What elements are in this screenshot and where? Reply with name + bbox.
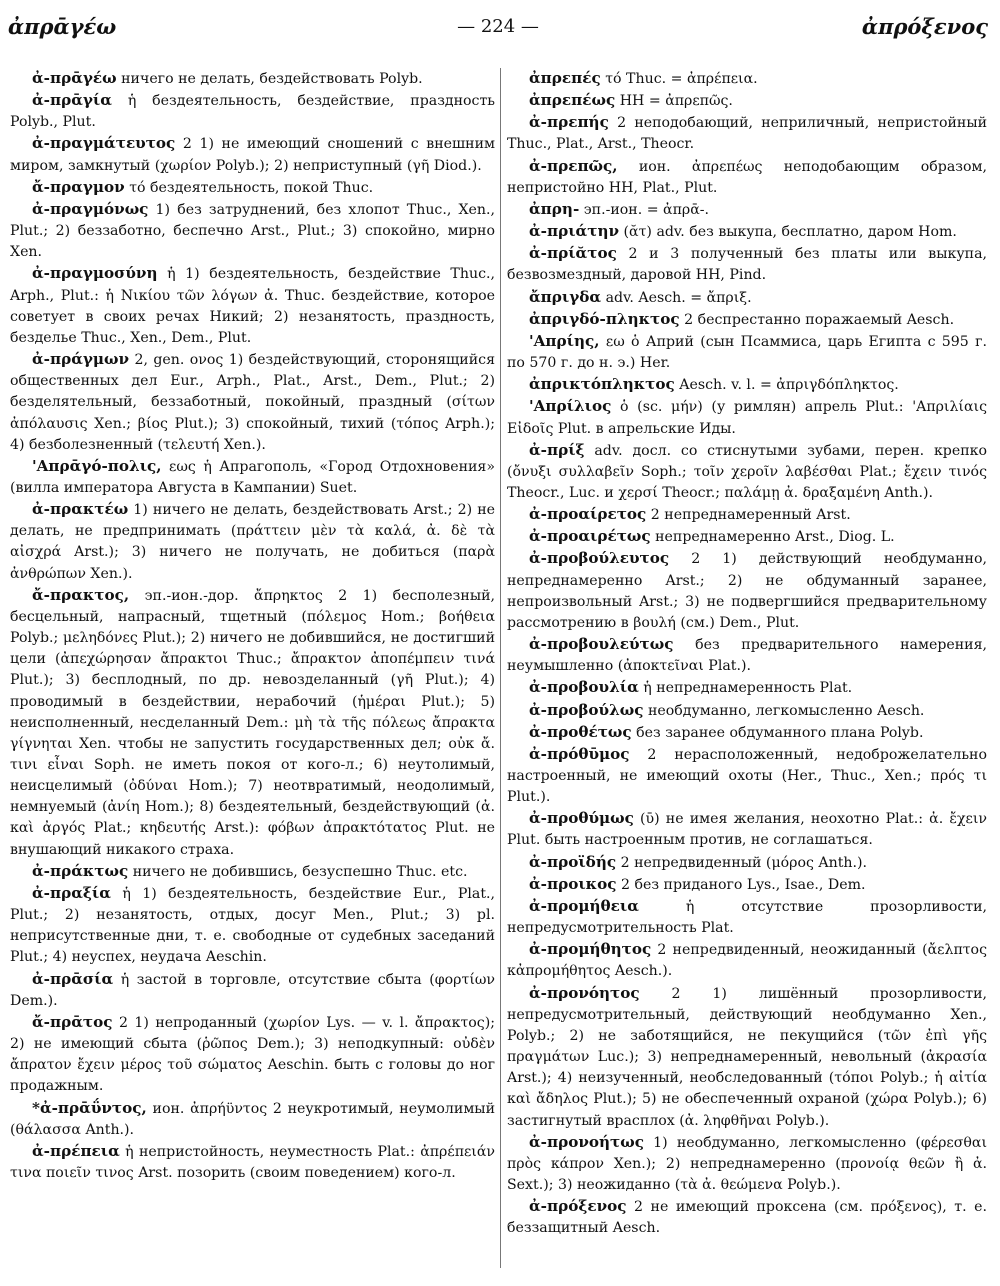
dictionary-entry [10, 1098, 495, 1141]
entry-definition: (ῡ) не имея желания, неохотно Plat.: ἀ. ἔχειν Plut. быть настроенным против, не соглашаться. [507, 811, 987, 849]
column-divider [500, 68, 501, 1268]
entry-headword: ἄ-πρᾱτος [32, 1012, 113, 1031]
dictionary-entry [507, 156, 987, 199]
entry-headword: ἀ-προαίρετος [529, 505, 647, 524]
entry-headword: ἀ-πρᾱγία [32, 91, 112, 110]
dictionary-entry [507, 243, 987, 286]
dictionary-entry [507, 744, 987, 808]
entry-headword: ἀ-προθύμως [529, 809, 634, 828]
entry-definition: ἡ непреднамеренность Plat. [638, 680, 853, 697]
entry-definition: 2 1) действующий необдуманно, непреднамеренно Arst.; 2) не обдуманный заранее, непроизвольный Arst.; 3) не подвергшийся предварительному рассмотрению в βουλή (см.) Dem., Plut. [507, 551, 987, 631]
entry-headword: ἀ-προνοήτως [529, 1132, 644, 1151]
entry-definition: ἡ 1) бездеятельность, бездействие Thuc., Arph., Plut.: ἡ Νικίου τῶν λόγων ἀ. Thuc. бездействие, которое советует в своих речах Никий; 2) незанятость, праздность, безделье Thuc., Xen., Dem., Plut. [10, 266, 495, 346]
entry-definition: τό Thuc. = ἀπρέπεια. [600, 71, 758, 87]
entry-definition: ἡ непристойность, неуместность Plat.: ἀπρέπειάν τινα ποιεῖν τινος Arst. позорить (своим поведением) кого-л. [10, 1143, 495, 1181]
dictionary-entry [10, 499, 495, 585]
dictionary-entry [507, 677, 987, 699]
dictionary-entry [507, 199, 987, 221]
entry-headword: ἄπριγδα [529, 287, 602, 306]
entry-definition: непреднамеренно Arst., Diog. L. [650, 529, 895, 546]
entry-definition: 2 нерасположенный, недоброжелательно настроенный, не имеющий охоты (Her., Thuc., Xen.; πρός τι Plut.). [507, 746, 987, 806]
dictionary-entry [10, 199, 495, 263]
entry-definition: 1) без затруднений, без хлопот Thuc., Xen., Plut.; 2) беззаботно, беспечно Arst., Plut.; 3) спокойно, мирно Xen. [10, 201, 495, 261]
entry-headword: ἀ-πρεπῶς, [529, 156, 618, 175]
entry-definition: 2 неподобающий, неприличный, непристойный Thuc., Plat., Arst., Theocr. [507, 115, 987, 153]
entry-definition: adv. Aesch. = ἄπριξ. [601, 289, 752, 306]
dictionary-entry [507, 68, 987, 90]
running-head-left: ἀπρᾱγέω [8, 14, 117, 39]
dictionary-entry [10, 969, 495, 1012]
entry-definition: (ᾰτ) adv. без выкупа, бесплатно, даром Hom. [619, 224, 957, 241]
entry-headword: ἀπρεπέως [529, 91, 616, 110]
entry-headword: ἀ-προνόητος [529, 983, 640, 1002]
entry-definition: 2 непредвиденный, неожиданный (ἄελπτος κἀπρομήθητος Aesch.). [507, 942, 987, 980]
entry-headword: ἀ-πρέπεια [32, 1141, 120, 1160]
entry-headword: ἀ-προβουλία [529, 678, 639, 697]
dictionary-entry [10, 456, 495, 499]
entry-definition: ἡ отсутствие прозорливости, непредусмотрительность Plat. [507, 898, 987, 937]
entry-headword: ἀ-πράκτως [32, 861, 129, 880]
entry-definition: ἡ бездеятельность, бездействие, праздность Polyb., Plut. [10, 93, 495, 131]
entry-headword: ἀ-προβουλεύτως [529, 635, 674, 654]
entry-definition: ничего не делать, бездействовать Polyb. [116, 71, 423, 87]
dictionary-entry [507, 440, 987, 504]
entry-headword: *ἀ-πρᾱΰντος, [32, 1098, 147, 1117]
entry-definition: 2 1) не имеющий сношений с внешним миром, замкнутый (χωρίον Polyb.); 2) неприступный (γῆ Diod.). [10, 136, 495, 174]
entry-headword: ἀ-πραξία [32, 883, 111, 902]
entry-headword: ἀ-πριάτην [529, 222, 620, 241]
dictionary-entry [10, 68, 495, 90]
entry-headword: ἀ-προθέτως [529, 722, 632, 741]
dictionary-entry [507, 287, 987, 309]
running-head-right: ἀπρόξενος [861, 14, 988, 39]
entry-headword: ἀ-πρᾱσία [32, 969, 114, 988]
entry-definition: ничего не добившись, безуспешно Thuc. etc. [128, 863, 468, 880]
dictionary-entry [507, 309, 987, 331]
dictionary-entry [507, 874, 987, 896]
dictionary-entry [507, 374, 987, 396]
dictionary-entry [10, 133, 495, 176]
entry-definition: 2, gen. ονος 1) бездействующий, сторонящийся общественных дел Eur., Arph., Plat., Arst., Dem., Plut.; 2) безделятельный, беззаботный, покойный, праздный (σίτων ἀπόλαυσις Xen.; βίος Plut.); 3) спокойный, тихий (τόπος Arph.); 4) безболезненный (τελευτή Xen.). [10, 352, 495, 453]
dictionary-entry [507, 221, 987, 243]
dictionary-entry [507, 396, 987, 439]
entry-definition: ἡ застой в торговле, отсутствие сбыта (φορτίων Dem.). [10, 971, 495, 1009]
entry-definition: ион. ἀπρεπέως неподобающим образом, непристойно HH, Plat., Plut. [507, 158, 987, 196]
entry-definition: 2 непреднамеренный Arst. [646, 507, 851, 524]
entry-headword: 'Απρᾱγό-πολις, [32, 456, 162, 475]
entry-definition: εω ὁ Априй (сын Псаммиса, царь Египта с 595 г. по 570 г. до н. э.) Her. [507, 333, 987, 372]
dictionary-entry [507, 1196, 987, 1239]
entry-headword: ἀ-προμήθεια [529, 896, 639, 915]
dictionary-entry [10, 177, 495, 199]
dictionary-entry [10, 1141, 495, 1184]
entry-definition: 2 непредвиденный (μόρος Anth.). [616, 854, 868, 871]
entry-headword: ἀ-προϊδής [529, 852, 617, 871]
dictionary-entry [507, 548, 987, 634]
entry-headword: ἀ-προβούλως [529, 700, 644, 719]
dictionary-entry [507, 112, 987, 155]
entry-definition: τό бездеятельность, покой Thuc. [124, 179, 374, 196]
dictionary-entry [507, 634, 987, 677]
dictionary-entry [507, 983, 987, 1132]
page-header [8, 14, 988, 44]
entry-definition: эп.-ион.-дор. ἄπρηκτος 2 1) бесполезный, бесцельный, напрасный, тщетный (πόλεμος Hom.; βοήθεια Polyb.; μεληδόνες Plut.); 2) ничего не добившийся, не достигший цели (ἀπεχώρησαν ἄπρακτοι Thuc.; ἄπρακτον ἀποπέμπειν τινά Plut.); 3) бесплодный, по др. невозделанный (γῆ Plut.); 4) проводимый в бездействии, нерабочий (ἡμέραι Plut.); 5) неисполненный, несделанный Dem.: μὴ τὰ τῆς πόλεως ἄπρακτα γίγνηται Xen. чтобы не запустить государственных дел; οὐκ ἄ. τινι εἶναι Soph. не иметь покоя от кого-л.; 6) неутолимый, неисцелимый (ὀδύναι Hom.); 7) неотвратимый, неодолимый, немнуемый (ἀνίη Hom.); 8) бездеятельный, бездействующий (ἀ. καὶ ἀργός Plat.; κηδευτής Arst.): φόβων ἀπρακτότατος Plut. не внушающий никакого страха. [10, 587, 495, 858]
entry-definition: 1) необдуманно, легкомысленно (φέρεσθαι πρὸς κάπρον Xen.); 2) непреднамеренно (προνοίᾳ θεῶν ἢ ἀ. Sext.); 3) неожиданно (τὰ ἀ. θεώμενα Polyb.). [507, 1134, 987, 1193]
entry-headword: ἀ-προαιρέτως [529, 527, 651, 546]
entry-definition: ἡ 1) бездеятельность, бездействие Eur., Plat., Plut.; 2) незанятость, отдых, досуг Men., Plut.; 3) pl. неприсутственные дни, т. е. свободные от судебных заседаний Plut.; 4) неуспех, неудача Aeschin. [10, 885, 495, 966]
dictionary-entry [507, 808, 987, 851]
page-number: — 224 — [457, 16, 539, 37]
entry-headword: ἀ-προικος [529, 874, 617, 893]
entry-headword: ἀ-πρίξ [529, 440, 585, 459]
entry-headword: ἀπρη- [529, 199, 580, 218]
entry-definition: ὁ (sc. μήν) (у римлян) апрель Plut.: 'Απριλίαις Εἰδοῖς Plut. в апрельские Иды. [507, 399, 987, 437]
entry-definition: без заранее обдуманного плана Polyb. [631, 724, 924, 741]
entry-headword: ἀ-πράγμων [32, 350, 130, 369]
dictionary-entry [10, 349, 495, 456]
entry-definition: 2 беспрестанно поражаемый Aesch. [679, 311, 955, 328]
entry-headword: 'Απρίλιος [529, 397, 612, 416]
entry-headword: ἀ-πρόξενος [529, 1197, 627, 1216]
entry-definition: εως ἡ Апрагополь, «Город Отдохновения» (вилла императора Августа в Кампании) Suet. [10, 458, 495, 496]
right-column [507, 68, 987, 1239]
dictionary-entry [10, 883, 495, 969]
entry-headword: ἀ-πραγμόνως [32, 199, 149, 218]
entry-definition: 2 1) непроданный (χωρίον Lys. — v. l. ἄπρακτος); 2) не имеющий сбыта (ῥῶπος Dem.); 3) неподкупный: οὐδὲν ἄπρατον ἔχειν μέρος τοῦ σώματος Aeschin. быть с головы до ног продажным. [10, 1014, 495, 1095]
dictionary-entry [10, 263, 495, 349]
entry-definition: 1) ничего не делать, бездействовать Arst.; 2) не делать, не предпринимать (πράττειν μὲν τὰ καλά, ἀ. δὲ τὰ αἰσχρά Arst.); 3) ничего не получать, не добиться (παρὰ ἀνθρώπων Xen.). [10, 502, 495, 582]
dictionary-entry [507, 700, 987, 722]
dictionary-entry [10, 585, 495, 861]
entry-headword: ἀπρικτόπληκτος [529, 375, 675, 394]
entry-headword: ἄ-πραγμον [32, 177, 125, 196]
dictionary-entry [507, 852, 987, 874]
entry-headword: ἀ-πραγμοσύνη [32, 264, 158, 283]
dictionary-entry [10, 861, 495, 883]
entry-definition: adv. досл. со стиснутыми зубами, перен. крепко (ὄνυξι συλλαβεῖν Soph.; τοῖν χεροῖν λαβέσθαι Plat.; ἔχειν τινός Theocr., Luc. и χερσί Theocr.; παλάμῃ ἀ. δραξαμένη Anth.). [507, 442, 987, 501]
dictionary-entry [507, 939, 987, 982]
left-column [10, 68, 495, 1184]
entry-definition: ион. ἀπρήϋντος 2 неукротимый, неумолимый (θάλασσα Anth.). [10, 1100, 495, 1138]
entry-headword: ἀ-πρεπής [529, 113, 609, 132]
entry-headword: ἀ-πρᾱγέω [32, 69, 117, 87]
dictionary-entry [507, 90, 987, 112]
entry-headword: 'Απρίης, [529, 331, 600, 350]
entry-definition: HH = ἀπρεπῶς. [615, 93, 733, 110]
dictionary-entry [507, 526, 987, 548]
entry-headword: ἀ-πρακτέω [32, 500, 129, 519]
dictionary-entry [507, 331, 987, 374]
entry-definition: 2 не имеющий проксена (см. πρόξενος), т. е. беззащитный Aesch. [507, 1199, 987, 1237]
entry-definition: Aesch. v. l. = ἀπριγδόπληκτος. [674, 377, 899, 394]
entry-headword: ἀ-πραγμάτευτος [32, 134, 176, 153]
dictionary-entry [507, 722, 987, 744]
entry-definition: 2 без приданого Lys., Isae., Dem. [616, 876, 866, 893]
dictionary-entry [10, 1012, 495, 1098]
entry-definition: эп.-ион. = ἀπρᾱ-. [579, 201, 710, 218]
entry-headword: ἀπριγδό-πληκτος [529, 309, 680, 328]
entry-definition: 2 1) лишённый прозорливости, непредусмотрительный, действующий необдуманно Xen., Polyb.; 2) не заботящийся, не пекущийся (τῶν ἐπὶ γῆς πραγμάτων Luc.); 3) непреднамеренный, невольный (ἀκρασία Arst.); 4) неизученный, необследованный (τόποι Polyb.; ἡ αἰτία καὶ ἄδηλος Plut.); 5) не обеспеченный охраной (χώρα Polyb.); 6) застигнутый врасплох (ἀ. ληφθῆναι Polyb.). [507, 985, 987, 1129]
dictionary-entry [10, 90, 495, 133]
dictionary-entry [507, 504, 987, 526]
dictionary-entry [507, 1132, 987, 1196]
entry-headword: ἀπρεπές [529, 69, 601, 87]
entry-definition: необдуманно, легкомысленно Aesch. [643, 702, 925, 719]
entry-headword: ἄ-πρακτος, [32, 585, 130, 604]
dictionary-entry [507, 896, 987, 939]
entry-definition: 2 и 3 полученный без платы или выкупа, безвозмездный, даровой HH, Pind. [507, 246, 987, 284]
entry-headword: ἀ-πρίᾰτος [529, 244, 617, 263]
entry-headword: ἀ-προβούλευτος [529, 549, 670, 568]
entry-definition: без предварительного намерения, неумышленно (ἀποκτεῖναι Plat.). [507, 637, 987, 675]
entry-headword: ἀ-προμήθητος [529, 940, 652, 959]
entry-headword: ἀ-πρόθῡμος [529, 744, 630, 763]
